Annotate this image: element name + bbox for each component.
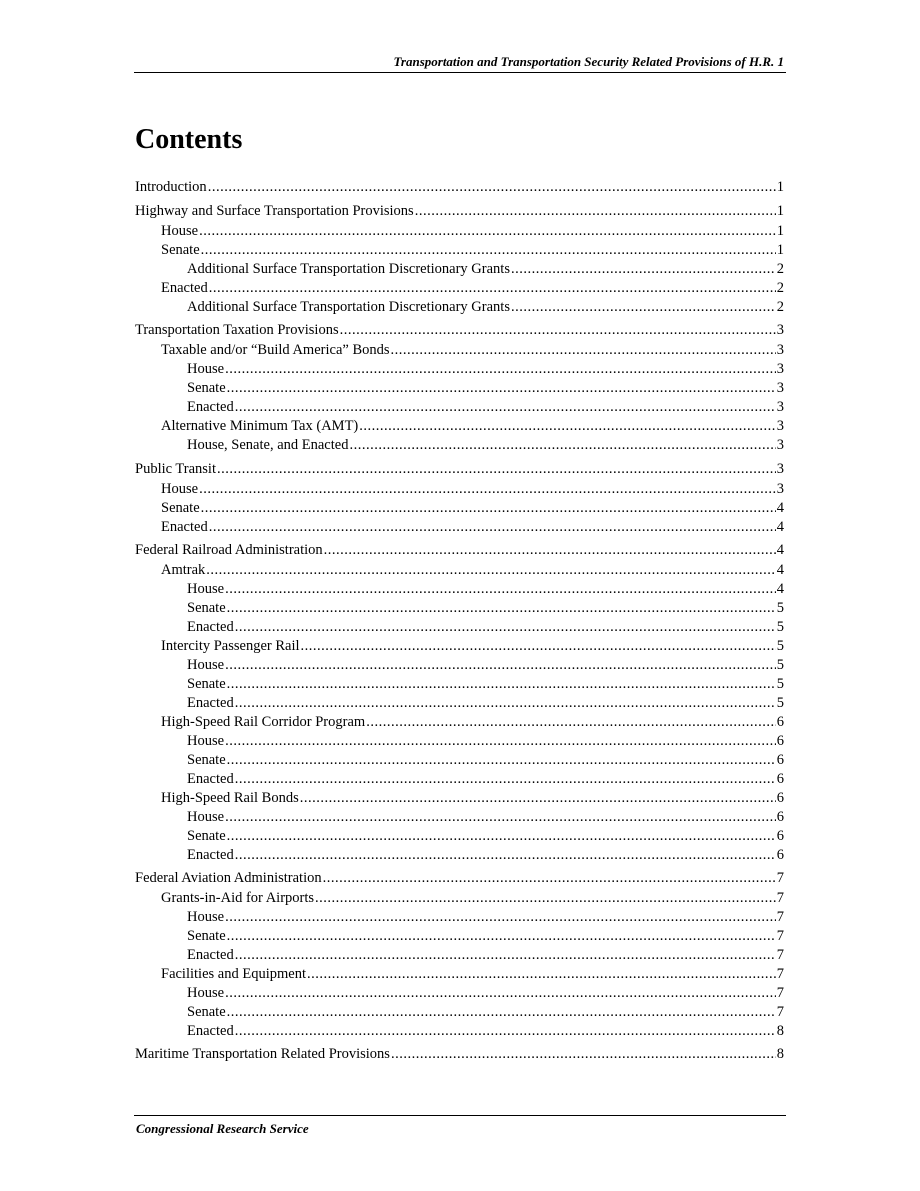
toc-entry-page-number: 4 (776, 580, 784, 597)
toc-entry[interactable] (135, 499, 784, 518)
toc-dot-leader (415, 200, 776, 222)
toc-entry-label: Senate (161, 242, 200, 259)
toc-dot-leader (307, 965, 776, 984)
toc-dot-leader (235, 846, 776, 865)
toc-entry-page-number: 5 (776, 599, 784, 616)
toc-entry-label: House (187, 984, 225, 1001)
toc-dot-leader (340, 319, 776, 341)
toc-dot-leader (225, 908, 776, 927)
toc-entry-page-number: 3 (776, 399, 784, 416)
toc-entry[interactable] (135, 637, 784, 656)
toc-entry-label: Alternative Minimum Tax (AMT) (161, 418, 359, 435)
toc-entry-label: House (161, 223, 199, 240)
toc-entry-label: Senate (187, 599, 226, 616)
toc-entry-page-number: 7 (776, 889, 784, 906)
toc-entry-label: Senate (187, 380, 226, 397)
toc-entry[interactable] (135, 539, 784, 561)
toc-entry-label: Additional Surface Transportation Discretionary Grants (187, 299, 510, 316)
toc-entry[interactable] (135, 561, 784, 580)
toc-dot-leader (301, 637, 776, 656)
toc-dot-leader (227, 827, 776, 846)
toc-entry[interactable] (135, 618, 784, 637)
toc-dot-leader (359, 417, 775, 436)
toc-entry-page-number: 5 (776, 694, 784, 711)
toc-entry-label: Federal Railroad Administration (135, 541, 323, 558)
toc-entry-page-number: 4 (776, 541, 784, 558)
toc-entry-page-number: 6 (776, 713, 784, 730)
toc-dot-leader (225, 580, 776, 599)
toc-dot-leader (235, 770, 776, 789)
toc-entry[interactable] (135, 789, 784, 808)
toc-dot-leader (235, 398, 776, 417)
toc-entry-label: Enacted (187, 694, 234, 711)
toc-entry-page-number: 3 (776, 437, 784, 454)
toc-entry-label: House (187, 580, 225, 597)
toc-entry[interactable] (135, 360, 784, 379)
toc-entry-page-number: 6 (776, 846, 784, 863)
toc-entry[interactable] (135, 656, 784, 675)
toc-dot-leader (511, 298, 776, 317)
toc-entry-label: House (187, 908, 225, 925)
toc-entry-page-number: 4 (776, 518, 784, 535)
toc-dot-leader (227, 927, 776, 946)
toc-entry[interactable] (135, 398, 784, 417)
toc-dot-leader (391, 1043, 776, 1065)
toc-entry-label: Federal Aviation Administration (135, 869, 322, 886)
toc-dot-leader (225, 808, 776, 827)
toc-entry-page-number: 8 (776, 1046, 784, 1063)
toc-entry-label: Enacted (187, 846, 234, 863)
toc-dot-leader (227, 599, 776, 618)
toc-entry[interactable] (135, 458, 784, 480)
toc-dot-leader (225, 984, 776, 1003)
toc-entry-label: Senate (187, 675, 226, 692)
toc-entry[interactable] (135, 580, 784, 599)
toc-entry[interactable] (135, 200, 784, 222)
toc-dot-leader (225, 360, 776, 379)
toc-entry[interactable] (135, 965, 784, 984)
toc-entry[interactable] (135, 298, 784, 317)
toc-entry-page-number: 1 (776, 203, 784, 220)
toc-dot-leader (227, 379, 776, 398)
toc-entry[interactable] (135, 319, 784, 341)
toc-entry-label: Senate (187, 1003, 226, 1020)
toc-entry-page-number: 6 (776, 808, 784, 825)
toc-dot-leader (324, 539, 776, 561)
toc-dot-leader (206, 561, 775, 580)
toc-entry[interactable] (135, 867, 784, 889)
toc-entry-label: Enacted (187, 770, 234, 787)
toc-dot-leader (209, 279, 776, 298)
toc-dot-leader (349, 436, 775, 455)
toc-dot-leader (235, 694, 776, 713)
toc-entry[interactable] (135, 732, 784, 751)
toc-entry-page-number: 7 (776, 965, 784, 982)
toc-dot-leader (227, 675, 776, 694)
toc-entry-page-number: 3 (776, 361, 784, 378)
toc-entry-label: Enacted (187, 399, 234, 416)
toc-entry-page-number: 3 (776, 342, 784, 359)
toc-entry-page-number: 3 (776, 322, 784, 339)
toc-entry-label: High-Speed Rail Bonds (161, 789, 299, 806)
toc-entry-label: Public Transit (135, 460, 216, 477)
toc-dot-leader (199, 222, 776, 241)
toc-entry[interactable] (135, 341, 784, 360)
toc-entry[interactable] (135, 176, 784, 198)
toc-dot-leader (366, 713, 776, 732)
toc-entry-page-number: 5 (776, 637, 784, 654)
toc-entry-label: Grants-in-Aid for Airports (161, 889, 315, 906)
footer-divider (134, 1115, 786, 1116)
toc-entry-label: Senate (187, 927, 226, 944)
toc-dot-leader (391, 341, 776, 360)
toc-entry[interactable] (135, 241, 784, 260)
toc-entry-label: House (187, 361, 225, 378)
toc-entry-page-number: 6 (776, 789, 784, 806)
toc-entry[interactable] (135, 846, 784, 865)
toc-entry-label: Transportation Taxation Provisions (135, 322, 339, 339)
toc-dot-leader (225, 656, 776, 675)
toc-entry-page-number: 3 (776, 480, 784, 497)
header-divider (134, 72, 786, 73)
toc-entry[interactable] (135, 1022, 784, 1041)
toc-dot-leader (315, 889, 776, 908)
toc-entry-label: Enacted (161, 518, 208, 535)
toc-dot-leader (227, 751, 776, 770)
toc-entry-label: Enacted (187, 1022, 234, 1039)
toc-entry-label: Additional Surface Transportation Discretionary Grants (187, 261, 510, 278)
toc-entry[interactable] (135, 770, 784, 789)
toc-dot-leader (235, 1022, 776, 1041)
toc-entry-label: House (187, 732, 225, 749)
toc-entry-label: Senate (187, 827, 226, 844)
toc-entry-label: Enacted (187, 946, 234, 963)
toc-entry[interactable] (135, 417, 784, 436)
toc-entry-page-number: 7 (776, 869, 784, 886)
toc-dot-leader (209, 518, 776, 537)
toc-entry[interactable] (135, 946, 784, 965)
toc-dot-leader (199, 480, 776, 499)
toc-dot-leader (225, 732, 776, 751)
toc-entry[interactable] (135, 908, 784, 927)
toc-entry-label: Intercity Passenger Rail (161, 637, 300, 654)
toc-entry[interactable] (135, 984, 784, 1003)
toc-entry-label: Senate (161, 499, 200, 516)
toc-entry[interactable] (135, 260, 784, 279)
toc-entry-label: Senate (187, 751, 226, 768)
toc-entry[interactable] (135, 751, 784, 770)
toc-entry[interactable] (135, 518, 784, 537)
toc-entry-label: House, Senate, and Enacted (187, 437, 349, 454)
toc-entry-page-number: 5 (776, 618, 784, 635)
toc-dot-leader (323, 867, 776, 889)
running-header: Transportation and Transportation Security Related Provisions of H.R. 1 (393, 54, 784, 69)
toc-entry-label: Enacted (187, 618, 234, 635)
toc-dot-leader (201, 241, 776, 260)
toc-dot-leader (235, 946, 776, 965)
toc-entry-page-number: 2 (776, 299, 784, 316)
toc-entry-page-number: 6 (776, 827, 784, 844)
toc-entry-page-number: 5 (776, 656, 784, 673)
toc-entry[interactable] (135, 889, 784, 908)
toc-dot-leader (300, 789, 776, 808)
toc-entry[interactable] (135, 694, 784, 713)
toc-entry-label: House (187, 808, 225, 825)
toc-entry-label: Amtrak (161, 561, 206, 578)
toc-entry-label: Enacted (161, 280, 208, 297)
toc-entry-page-number: 6 (776, 751, 784, 768)
toc-entry-page-number: 7 (776, 984, 784, 1001)
toc-entry-label: Maritime Transportation Related Provisions (135, 1046, 390, 1063)
toc-entry[interactable] (135, 379, 784, 398)
toc-entry[interactable] (135, 279, 784, 298)
toc-entry-page-number: 1 (776, 242, 784, 259)
toc-entry[interactable] (135, 480, 784, 499)
toc-entry-page-number: 7 (776, 1003, 784, 1020)
toc-entry-label: Facilities and Equipment (161, 965, 306, 982)
toc-dot-leader (217, 458, 776, 480)
toc-entry-page-number: 2 (776, 261, 784, 278)
toc-entry-page-number: 3 (776, 418, 784, 435)
toc-entry[interactable] (135, 827, 784, 846)
toc-entry-label: House (161, 480, 199, 497)
contents-title: Contents (135, 124, 243, 155)
toc-dot-leader (208, 176, 776, 198)
toc-entry-page-number: 4 (776, 561, 784, 578)
toc-entry[interactable] (135, 927, 784, 946)
toc-entry-page-number: 4 (776, 499, 784, 516)
toc-entry-page-number: 7 (776, 927, 784, 944)
toc-dot-leader (227, 1003, 776, 1022)
toc-entry[interactable] (135, 675, 784, 694)
toc-entry-page-number: 3 (776, 460, 784, 477)
toc-dot-leader (201, 499, 776, 518)
toc-entry[interactable] (135, 808, 784, 827)
toc-entry[interactable] (135, 436, 784, 455)
toc-entry-page-number: 3 (776, 380, 784, 397)
toc-entry[interactable] (135, 713, 784, 732)
toc-entry-label: Introduction (135, 179, 207, 195)
table-of-contents (135, 176, 784, 1065)
toc-entry-page-number: 6 (776, 770, 784, 787)
toc-entry-page-number: 1 (776, 179, 784, 195)
toc-entry-page-number: 2 (776, 280, 784, 297)
toc-entry[interactable] (135, 1003, 784, 1022)
toc-entry[interactable] (135, 599, 784, 618)
toc-entry[interactable] (135, 1043, 784, 1065)
toc-entry-page-number: 7 (776, 908, 784, 925)
toc-entry-label: House (187, 656, 225, 673)
toc-entry[interactable] (135, 222, 784, 241)
toc-entry-page-number: 7 (776, 946, 784, 963)
toc-entry-label: Taxable and/or “Build America” Bonds (161, 342, 390, 359)
running-footer: Congressional Research Service (136, 1121, 309, 1136)
toc-entry-label: High-Speed Rail Corridor Program (161, 713, 366, 730)
toc-entry-page-number: 1 (776, 223, 784, 240)
toc-dot-leader (235, 618, 776, 637)
toc-entry-page-number: 8 (776, 1022, 784, 1039)
toc-entry-page-number: 6 (776, 732, 784, 749)
toc-dot-leader (511, 260, 776, 279)
toc-entry-page-number: 5 (776, 675, 784, 692)
toc-entry-label: Highway and Surface Transportation Provisions (135, 203, 414, 220)
